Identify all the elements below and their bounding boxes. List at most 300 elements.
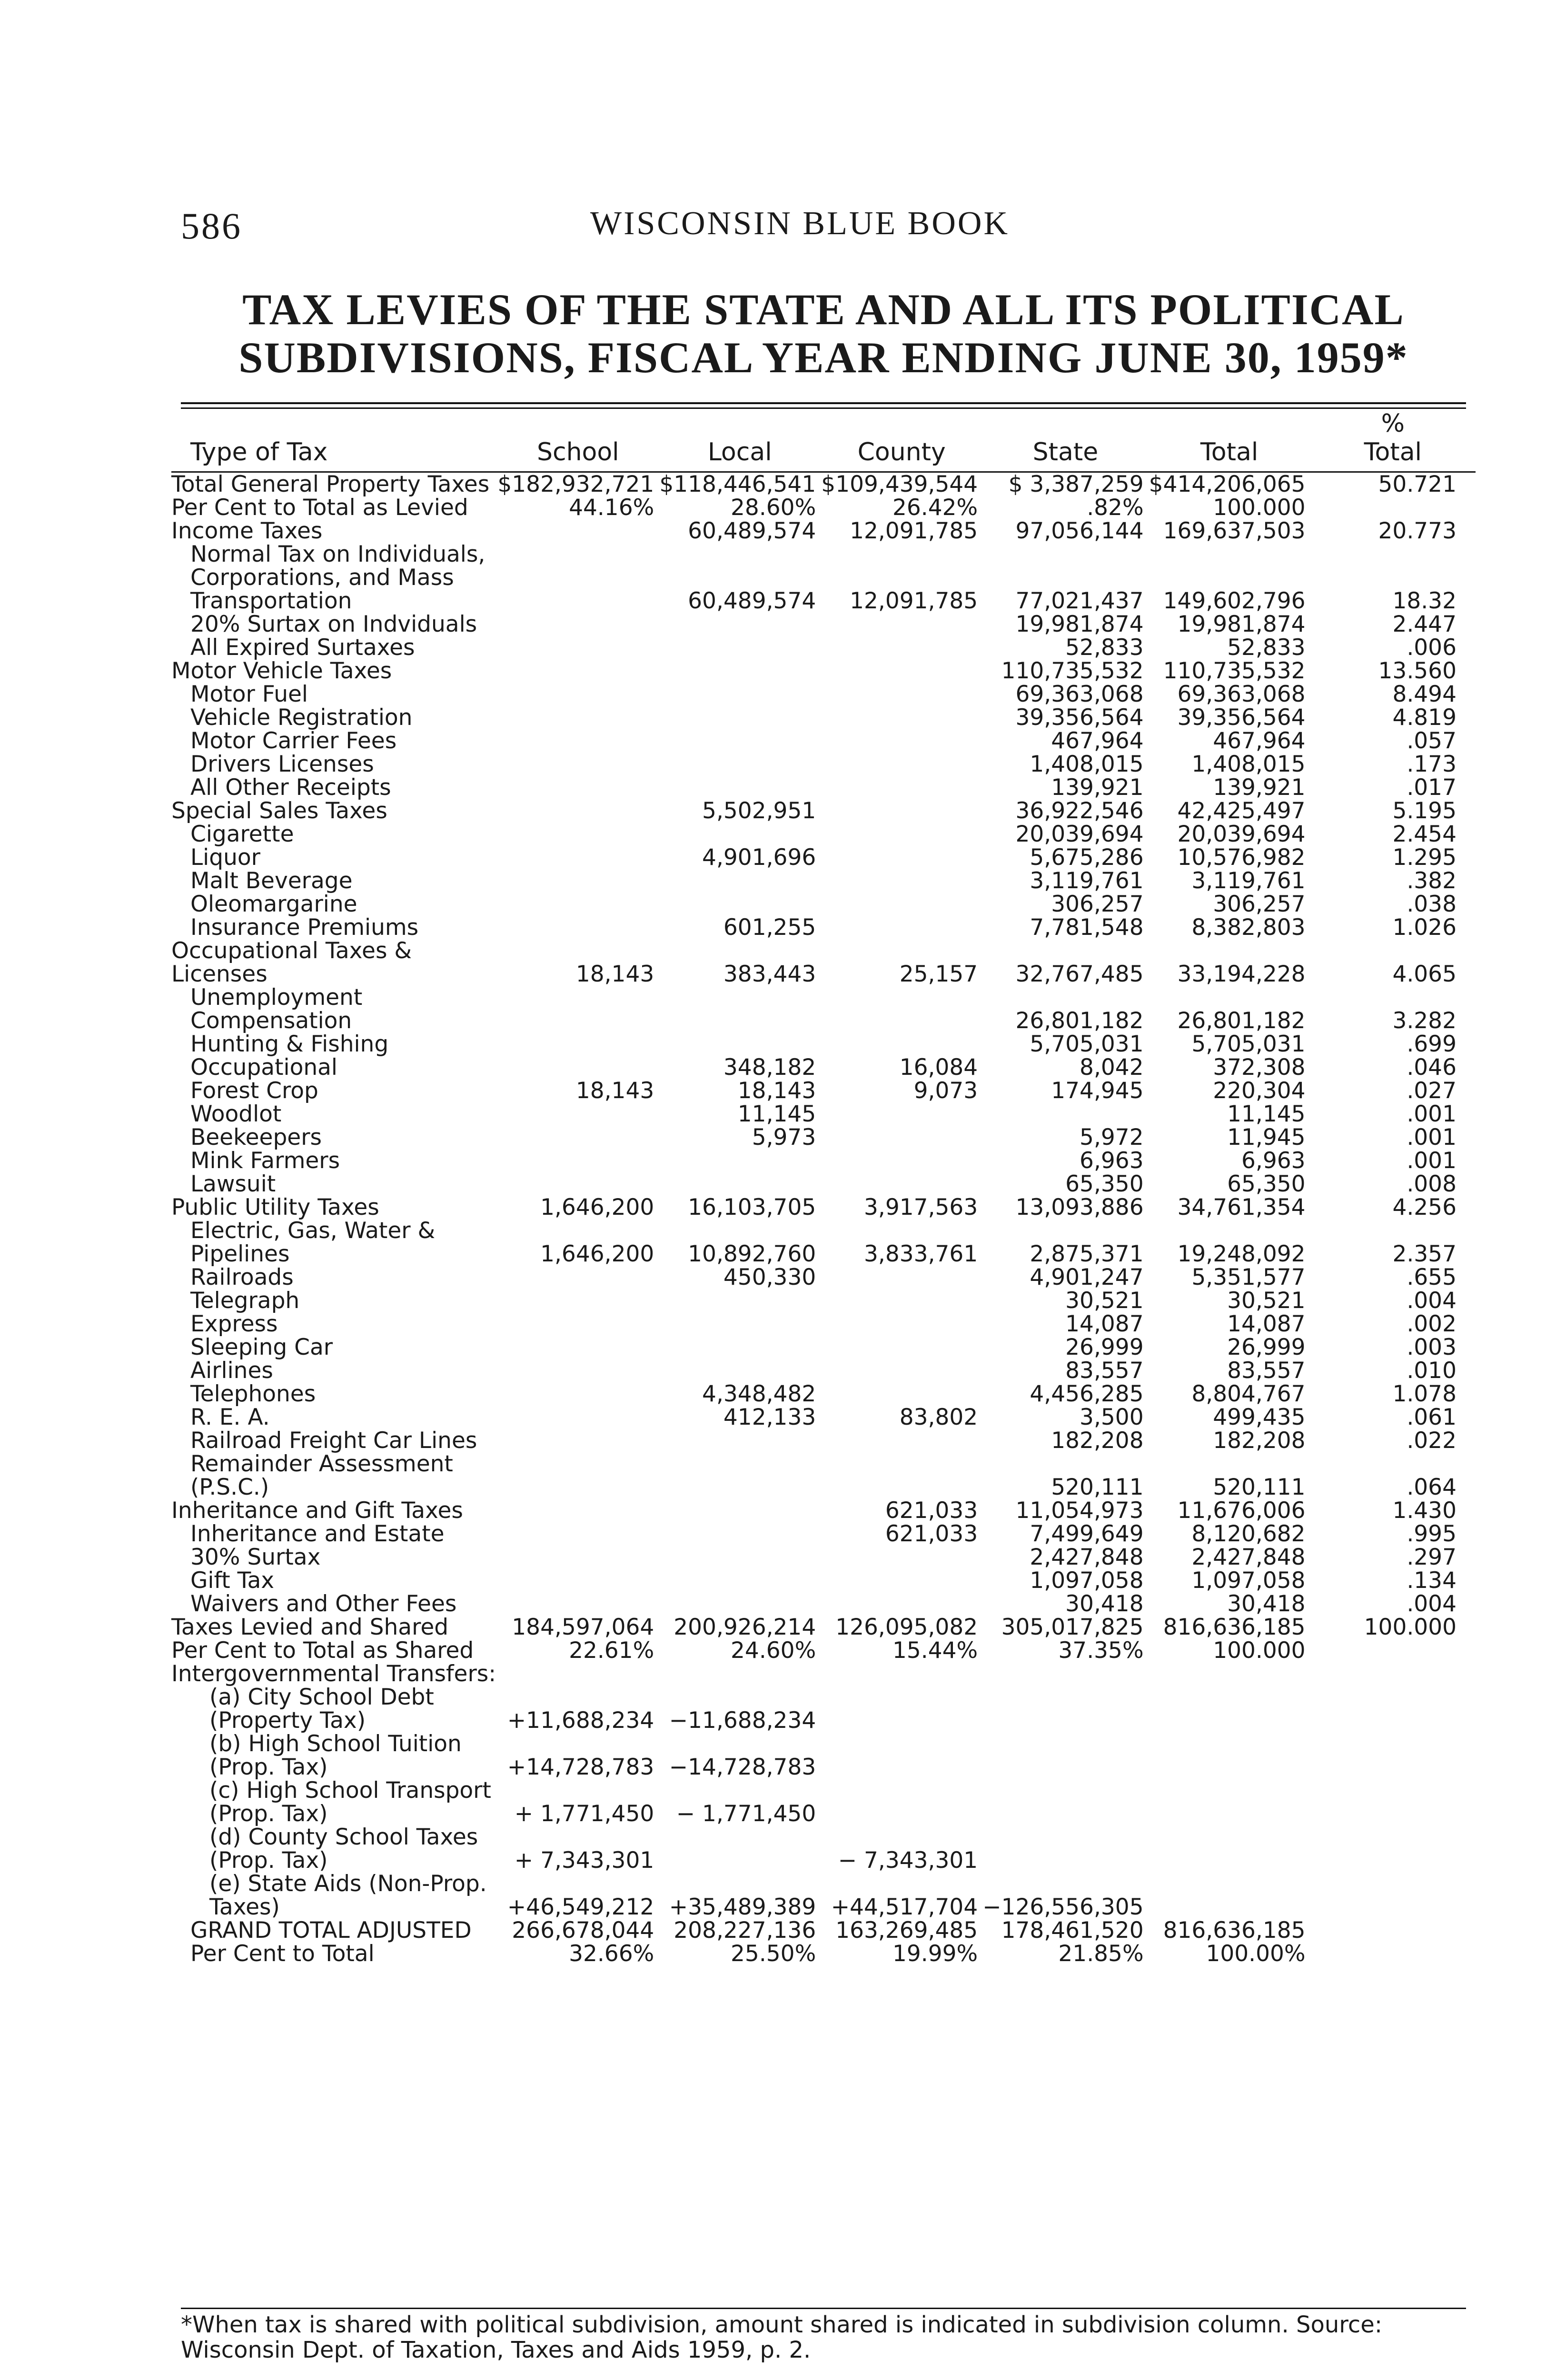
- page-number: 586: [181, 205, 242, 247]
- cell-local: 450,330: [723, 1264, 816, 1290]
- cell-county: [821, 1312, 982, 1336]
- cell-pct: [1310, 496, 1476, 519]
- cell-county: − 7,343,301: [838, 1847, 978, 1874]
- cell-local: 383,443: [723, 961, 816, 987]
- table-row: [171, 1359, 1476, 1382]
- cell-pct: [1310, 1942, 1476, 1965]
- bottom-rule: [181, 2308, 1466, 2309]
- cell-county: [821, 1569, 982, 1592]
- cell-pct: 18.32: [1392, 588, 1457, 614]
- cell-local: [659, 1149, 821, 1172]
- table-row: [171, 1312, 1476, 1336]
- cell-total: [1149, 1779, 1310, 1825]
- cell-total: 220,304: [1213, 1078, 1306, 1104]
- cell-county: 25,157: [899, 961, 978, 987]
- cell-county: [821, 1336, 982, 1359]
- cell-county: 83,802: [899, 1404, 978, 1430]
- table-row: [171, 1499, 1476, 1522]
- cell-total: 6,963: [1241, 1148, 1306, 1174]
- table-row: [171, 1056, 1476, 1079]
- cell-school: +11,688,234: [507, 1707, 654, 1734]
- cell-total: 39,356,564: [1177, 704, 1306, 731]
- cell-pct: [1310, 1872, 1476, 1919]
- cell-school: [497, 519, 659, 543]
- cell-pct: .004: [1407, 1591, 1457, 1617]
- row-label: Railroad Freight Car Lines: [190, 1428, 477, 1454]
- cell-pct: [1310, 1686, 1476, 1732]
- cell-state: 306,257: [1051, 891, 1144, 917]
- cell-total: 306,257: [1213, 891, 1306, 917]
- cell-county: [821, 1289, 982, 1312]
- cell-county: [821, 1429, 982, 1452]
- cell-county: 15.44%: [892, 1637, 978, 1664]
- table-title-line-1: TAX LEVIES OF THE STATE AND ALL ITS POLITICAL: [242, 285, 1405, 334]
- cell-school: [497, 1056, 659, 1079]
- cell-pct: [1310, 1779, 1476, 1825]
- cell-total: 8,382,803: [1191, 914, 1306, 941]
- cell-pct: .002: [1407, 1311, 1457, 1337]
- cell-pct: .382: [1407, 868, 1457, 894]
- cell-state: 3,500: [1080, 1404, 1144, 1430]
- cell-local: 5,502,951: [702, 798, 816, 824]
- cell-state: [982, 1732, 1148, 1779]
- row-label: Remainder Assessment (P.S.C.): [190, 1451, 453, 1500]
- row-label: Forest Crop: [190, 1078, 318, 1104]
- cell-county: [821, 1546, 982, 1569]
- cell-county: [821, 892, 982, 916]
- row-label: 20% Surtax on Indviduals: [190, 611, 477, 637]
- cell-state: 4,456,285: [1030, 1381, 1144, 1407]
- tax-levies-table: [171, 409, 1476, 1965]
- cell-county: [821, 659, 982, 683]
- cell-state: 39,356,564: [1015, 704, 1144, 731]
- row-label: Public Utility Taxes: [171, 1194, 379, 1220]
- cell-school: [497, 729, 659, 753]
- table-row: [171, 1732, 1476, 1779]
- table-row: [171, 986, 1476, 1032]
- row-label: Income Taxes: [171, 518, 323, 544]
- cell-school: [497, 916, 659, 939]
- cell-county: [821, 1102, 982, 1126]
- row-label: Telephones: [190, 1381, 316, 1407]
- cell-school: 18,143: [575, 1078, 654, 1104]
- cell-state: 4,901,247: [1030, 1264, 1144, 1290]
- cell-school: 1,646,200: [540, 1241, 654, 1267]
- table-row: [171, 1336, 1476, 1359]
- tax-table-wrapper: [171, 409, 1476, 1965]
- cell-total: 65,350: [1227, 1171, 1306, 1197]
- cell-local: 11,145: [737, 1101, 816, 1127]
- table-row: [171, 1452, 1476, 1499]
- row-label: R. E. A.: [190, 1404, 270, 1430]
- cell-state: 37.35%: [1058, 1637, 1144, 1664]
- cell-school: [497, 823, 659, 846]
- cell-county: [821, 986, 982, 1032]
- header-pct-total: [1310, 409, 1476, 472]
- cell-state: 77,021,437: [1015, 588, 1144, 614]
- cell-state: .82%: [1087, 495, 1144, 521]
- cell-total: 499,435: [1213, 1404, 1306, 1430]
- table-row: [171, 1546, 1476, 1569]
- cell-total: 14,087: [1227, 1311, 1306, 1337]
- cell-local: − 1,771,450: [676, 1801, 816, 1827]
- cell-pct: .297: [1407, 1544, 1457, 1570]
- cell-county: 12,091,785: [850, 518, 978, 544]
- row-label: (b) High School Tuition (Prop. Tax): [209, 1731, 462, 1780]
- cell-local: 4,348,482: [702, 1381, 816, 1407]
- table-row: [171, 1639, 1476, 1662]
- row-label: Intergovernmental Transfers:: [171, 1661, 496, 1687]
- cell-state: [982, 1102, 1148, 1126]
- cell-total: 816,636,185: [1163, 1614, 1306, 1640]
- cell-state: −126,556,305: [982, 1894, 1144, 1920]
- cell-county: [821, 776, 982, 799]
- row-label: Gift Tax: [190, 1567, 275, 1594]
- cell-state: 69,363,068: [1015, 681, 1144, 707]
- cell-state: 30,521: [1065, 1288, 1144, 1314]
- header-type: Type of Tax: [171, 409, 497, 472]
- cell-pct: [1310, 1639, 1476, 1662]
- table-row: [171, 1289, 1476, 1312]
- cell-local: [659, 1429, 821, 1452]
- table-title: [181, 286, 1466, 382]
- table-row: [171, 1592, 1476, 1616]
- cell-school: [497, 1382, 659, 1406]
- cell-school: [497, 1569, 659, 1592]
- table-body: [171, 472, 1476, 1966]
- cell-school: [497, 1149, 659, 1172]
- cell-school: 266,678,044: [512, 1917, 654, 1944]
- cell-county: [821, 1732, 982, 1779]
- cell-total: [1149, 1872, 1310, 1919]
- cell-state: 5,972: [1080, 1124, 1144, 1150]
- cell-county: [821, 1382, 982, 1406]
- cell-pct: 1.430: [1392, 1497, 1457, 1524]
- cell-pct: .008: [1407, 1171, 1457, 1197]
- cell-county: 26.42%: [892, 495, 978, 521]
- row-label: (d) County School Taxes (Prop. Tax): [209, 1824, 478, 1874]
- cell-local: [659, 1359, 821, 1382]
- cell-pct: 2.447: [1392, 611, 1457, 637]
- table-row: [171, 683, 1476, 706]
- cell-total: 3,119,761: [1191, 868, 1306, 894]
- cell-school: 22.61%: [569, 1637, 654, 1664]
- cell-school: [497, 1126, 659, 1149]
- row-label: Normal Tax on Individuals, Corporations, and Mass Transportation: [190, 541, 486, 614]
- cell-state: 11,054,973: [1015, 1497, 1144, 1524]
- row-label: Motor Carrier Fees: [190, 728, 397, 754]
- cell-pct: 2.454: [1392, 821, 1457, 847]
- cell-state: 110,735,532: [1001, 658, 1144, 684]
- cell-total: $414,206,065: [1149, 471, 1306, 497]
- cell-local: [659, 1522, 821, 1546]
- row-label: Railroads: [190, 1264, 294, 1290]
- cell-state: 520,111: [1051, 1474, 1144, 1500]
- cell-pct: .064: [1407, 1474, 1457, 1500]
- cell-local: 208,227,136: [674, 1917, 816, 1944]
- cell-local: 10,892,760: [688, 1241, 816, 1267]
- cell-county: [821, 1662, 982, 1686]
- cell-county: [821, 823, 982, 846]
- cell-local: [659, 869, 821, 892]
- cell-pct: 8.494: [1392, 681, 1457, 707]
- cell-local: −14,728,783: [669, 1754, 816, 1780]
- cell-pct: .003: [1407, 1334, 1457, 1360]
- row-label: Insurance Premiums: [190, 914, 419, 941]
- table-row: [171, 823, 1476, 846]
- cell-total: 100.000: [1213, 495, 1306, 521]
- cell-school: [497, 706, 659, 729]
- table-row: [171, 1219, 1476, 1266]
- table-row: [171, 543, 1476, 613]
- cell-total: 100.000: [1213, 1637, 1306, 1664]
- cell-local: [659, 1336, 821, 1359]
- cell-total: 8,804,767: [1191, 1381, 1306, 1407]
- row-label: (c) High School Transport (Prop. Tax): [209, 1777, 491, 1827]
- cell-total: 11,145: [1227, 1101, 1306, 1127]
- cell-school: 32.66%: [569, 1941, 654, 1967]
- cell-total: 5,705,031: [1191, 1031, 1306, 1057]
- cell-local: 60,489,574: [688, 588, 816, 614]
- row-label: Per Cent to Total as Levied: [171, 495, 468, 521]
- table-row: [171, 729, 1476, 753]
- cell-total: 42,425,497: [1177, 798, 1306, 824]
- cell-total: 33,194,228: [1177, 961, 1306, 987]
- cell-school: [497, 1522, 659, 1546]
- cell-school: [497, 1172, 659, 1196]
- row-label: (e) State Aids (Non-Prop. Taxes): [209, 1871, 487, 1920]
- table-title-line-2: SUBDIVISIONS, FISCAL YEAR ENDING JUNE 30, 1959*: [238, 333, 1408, 382]
- cell-school: [497, 613, 659, 636]
- cell-total: 149,602,796: [1163, 588, 1306, 614]
- cell-total: 467,964: [1213, 728, 1306, 754]
- cell-county: 3,833,761: [864, 1241, 978, 1267]
- cell-county: [821, 1032, 982, 1056]
- cell-school: [497, 683, 659, 706]
- row-label: Motor Vehicle Taxes: [171, 658, 392, 684]
- cell-total: 816,636,185: [1163, 1917, 1306, 1944]
- cell-state: 83,557: [1065, 1358, 1144, 1384]
- cell-pct: .173: [1407, 751, 1457, 777]
- cell-state: 32,767,485: [1015, 961, 1144, 987]
- cell-local: [659, 1452, 821, 1499]
- table-row: [171, 1406, 1476, 1429]
- cell-state: 178,461,520: [1001, 1917, 1144, 1944]
- cell-county: +44,517,704: [831, 1894, 978, 1920]
- cell-total: 34,761,354: [1177, 1194, 1306, 1220]
- cell-total: 372,308: [1213, 1054, 1306, 1081]
- cell-total: 139,921: [1213, 774, 1306, 801]
- cell-pct: .022: [1407, 1428, 1457, 1454]
- table-row: [171, 1569, 1476, 1592]
- cell-local: 5,973: [752, 1124, 816, 1150]
- cell-school: [497, 1312, 659, 1336]
- table-row: [171, 472, 1476, 496]
- row-label: Lawsuit: [190, 1171, 276, 1197]
- cell-total: [1149, 1732, 1310, 1779]
- table-row: [171, 1686, 1476, 1732]
- cell-state: 5,675,286: [1030, 844, 1144, 871]
- cell-pct: 2.357: [1392, 1241, 1457, 1267]
- cell-state: 174,945: [1051, 1078, 1144, 1104]
- cell-school: [497, 1266, 659, 1289]
- cell-local: [659, 1825, 821, 1872]
- cell-state: 26,999: [1065, 1334, 1144, 1360]
- cell-local: [659, 1312, 821, 1336]
- table-row: [171, 1429, 1476, 1452]
- cell-school: [497, 1662, 659, 1686]
- table-row: [171, 1779, 1476, 1825]
- table-row: [171, 846, 1476, 869]
- cell-school: $182,932,721: [497, 471, 654, 497]
- row-label: Mink Farmers: [190, 1148, 340, 1174]
- cell-school: 18,143: [575, 961, 654, 987]
- cell-county: 621,033: [885, 1521, 978, 1547]
- cell-state: 20,039,694: [1015, 821, 1144, 847]
- table-row: [171, 939, 1476, 986]
- cell-pct: 1.295: [1392, 844, 1457, 871]
- cell-school: [497, 753, 659, 776]
- cell-county: [821, 799, 982, 823]
- header-total: Total: [1149, 409, 1310, 472]
- cell-local: 18,143: [737, 1078, 816, 1104]
- row-label: Express: [190, 1311, 278, 1337]
- cell-total: 10,576,982: [1177, 844, 1306, 871]
- cell-state: 36,922,546: [1015, 798, 1144, 824]
- row-label: Occupational: [190, 1054, 337, 1081]
- cell-state: 19,981,874: [1015, 611, 1144, 637]
- cell-pct: .006: [1407, 635, 1457, 661]
- cell-county: [821, 683, 982, 706]
- row-label: Unemployment Compensation: [190, 984, 363, 1034]
- cell-pct: .001: [1407, 1148, 1457, 1174]
- cell-county: [821, 729, 982, 753]
- table-row: [171, 869, 1476, 892]
- cell-local: [659, 683, 821, 706]
- cell-pct: .699: [1407, 1031, 1457, 1057]
- table-row: [171, 1102, 1476, 1126]
- cell-total: 182,208: [1213, 1428, 1306, 1454]
- cell-total: 19,248,092: [1177, 1241, 1306, 1267]
- cell-county: [821, 1452, 982, 1499]
- cell-state: 1,408,015: [1030, 751, 1144, 777]
- cell-pct: .655: [1407, 1264, 1457, 1290]
- cell-local: [659, 1172, 821, 1196]
- cell-school: +14,728,783: [507, 1754, 654, 1780]
- row-label: Drivers Licenses: [190, 751, 374, 777]
- cell-school: [497, 1032, 659, 1056]
- cell-school: [497, 1592, 659, 1616]
- cell-local: [659, 613, 821, 636]
- table-row: [171, 1919, 1476, 1942]
- cell-local: 601,255: [723, 914, 816, 941]
- cell-pct: .017: [1407, 774, 1457, 801]
- cell-local: [659, 1592, 821, 1616]
- table-row: [171, 1382, 1476, 1406]
- cell-state: 8,042: [1080, 1054, 1144, 1081]
- cell-county: 3,917,563: [864, 1194, 978, 1220]
- cell-county: 12,091,785: [850, 588, 978, 614]
- cell-state: 97,056,144: [1015, 518, 1144, 544]
- row-label: Sleeping Car: [190, 1334, 333, 1360]
- cell-county: [821, 753, 982, 776]
- table-row: [171, 1825, 1476, 1872]
- cell-total: 2,427,848: [1191, 1544, 1306, 1570]
- cell-school: [497, 1546, 659, 1569]
- cell-pct: .001: [1407, 1101, 1457, 1127]
- cell-school: +46,549,212: [507, 1894, 654, 1920]
- cell-local: −11,688,234: [669, 1707, 816, 1734]
- cell-pct: [1310, 1662, 1476, 1686]
- table-row: [171, 1616, 1476, 1639]
- table-row: [171, 1942, 1476, 1965]
- cell-state: [982, 1686, 1148, 1732]
- cell-total: 30,418: [1227, 1591, 1306, 1617]
- row-label: Motor Fuel: [190, 681, 308, 707]
- row-label: Total General Property Taxes: [171, 471, 490, 497]
- cell-total: 100.00%: [1206, 1941, 1306, 1967]
- cell-school: [497, 869, 659, 892]
- cell-pct: 4.256: [1392, 1194, 1457, 1220]
- cell-school: [497, 776, 659, 799]
- cell-local: 16,103,705: [688, 1194, 816, 1220]
- table-row: [171, 1522, 1476, 1546]
- row-label: Woodlot: [190, 1101, 282, 1127]
- cell-county: $109,439,544: [821, 471, 978, 497]
- cell-pct: [1310, 1825, 1476, 1872]
- table-row: [171, 1266, 1476, 1289]
- row-label: Vehicle Registration: [190, 704, 413, 731]
- cell-pct: 50.721: [1378, 471, 1457, 497]
- row-label: Inheritance and Gift Taxes: [171, 1497, 463, 1524]
- row-label: Inheritance and Estate: [190, 1521, 445, 1547]
- footnote: *When tax is shared with political subdivision, amount shared is indicated in subdivision column. Source: Wisconsin Dept. of Taxation, Taxes and Aids 1959, p. 2.: [181, 2311, 1383, 2363]
- cell-school: [497, 1359, 659, 1382]
- row-label: Hunting & Fishing: [190, 1031, 389, 1057]
- cell-local: 200,926,214: [674, 1614, 816, 1640]
- table-row: [171, 892, 1476, 916]
- table-row: [171, 1172, 1476, 1196]
- cell-state: 139,921: [1051, 774, 1144, 801]
- cell-county: [821, 869, 982, 892]
- cell-local: [659, 706, 821, 729]
- table-row: [171, 799, 1476, 823]
- cell-total: 26,801,182: [1177, 1008, 1306, 1034]
- cell-pct: 1.026: [1392, 914, 1457, 941]
- cell-county: 19.99%: [892, 1941, 978, 1967]
- cell-state: 2,875,371: [1030, 1241, 1144, 1267]
- cell-local: [659, 1289, 821, 1312]
- header-local: Local: [659, 409, 821, 472]
- cell-total: 26,999: [1227, 1334, 1306, 1360]
- table-row: [171, 1872, 1476, 1919]
- row-label: Liquor: [190, 844, 260, 871]
- cell-state: 182,208: [1051, 1428, 1144, 1454]
- header-county: County: [821, 409, 982, 472]
- row-label: Special Sales Taxes: [171, 798, 387, 824]
- cell-pct: 1.078: [1392, 1381, 1457, 1407]
- header-pct-label: Total: [1364, 438, 1422, 466]
- cell-state: 467,964: [1051, 728, 1144, 754]
- table-row: [171, 613, 1476, 636]
- cell-school: [497, 1336, 659, 1359]
- cell-pct: 13.560: [1378, 658, 1457, 684]
- cell-county: [821, 1359, 982, 1382]
- table-row: [171, 1032, 1476, 1056]
- cell-total: 20,039,694: [1177, 821, 1306, 847]
- cell-total: 520,111: [1213, 1474, 1306, 1500]
- cell-pct: [1310, 1919, 1476, 1942]
